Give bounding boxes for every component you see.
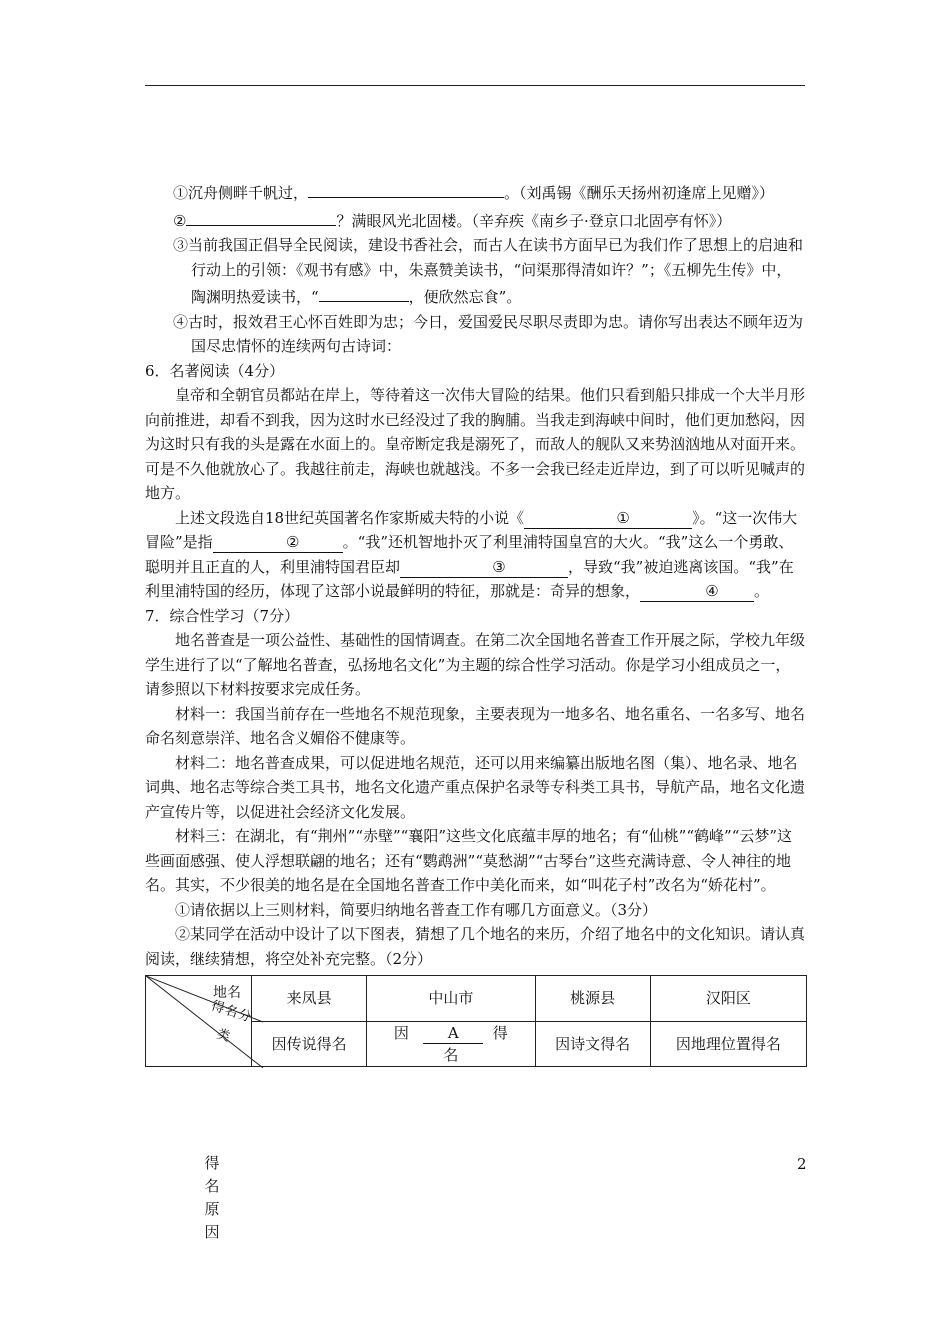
place-cell: 来凤县 [252,976,367,1022]
page-number: 2 [797,1155,807,1173]
answer-blank-2[interactable]: ② [213,533,343,553]
header-reason-vertical: 得名原因 [204,1154,220,1241]
q7-material-1: 材料一：我国当前存在一些地名不规范现象，主要表现为一地多名、地名重名、一名多写、地名命名刻意崇洋、地名含义媚俗不健康等。 [145,704,806,747]
q5-item-4: ④古时，报效君王心怀百姓即为忠；今日，爱国爱民尽职尽责即为忠。请你写出表达不顾年迈为国尽忠情怀的连续两句古诗词： [173,312,804,355]
reason-cell: 因地理位置得名 [650,1021,806,1067]
answer-blank-a[interactable]: A [423,1024,483,1044]
page-content [145,178,805,1067]
place-cell: 桃源县 [535,976,650,1022]
q7-task-2: ②某同学在活动中设计了以下图表，猜想了几个地名的来历，介绍了地名中的文化知识。请认真阅读，继续猜想，将空处补充完整。（2分） [145,925,806,968]
q6-heading: 6．名著阅读（4分） [145,361,285,380]
q7-material-3: 材料三：在湖北，有“荆州”“赤壁”“襄阳”这些文化底蕴丰厚的地名；有“仙桃”“鹤峰”“云梦”这些画面感强、使人浮想联翩的地名；还有“鹦鹉洲”“莫愁湖”“古琴台”这些充满诗意、令人神往的地名。其实，不少很美的地名是在全国地名普查工作中美化而来，如“叫花子村”改名为“娇花村”。 [145,827,793,894]
q5-item-2: ② ？满眼风光北固楼。（辛弃疾《南乡子·登京口北固亭有怀》） [163,206,805,234]
answer-blank-4[interactable]: ④ [640,582,754,602]
table-diagonal-header [146,976,252,1067]
reason-cell: 因诗文得名 [535,1021,650,1067]
q7-intro: 地名普查是一项公益性、基础性的国情调查。在第二次全国地名普查工作开展之际，学校九年级学生进行了以“了解地名普查，弘扬地名文化”为主题的综合性学习活动。你是学习小组成员之一，请参照以下材料按要求完成任务。 [145,631,806,698]
reason-cell: 因传说得名 [252,1021,367,1067]
q7-heading: 7．综合性学习（7分） [145,606,300,625]
answer-blank[interactable] [319,282,409,302]
header-class: 得名分类 [209,998,254,1045]
place-name-table [145,975,807,1067]
q5-item-3: ③当前我国正倡导全民阅读，建设书香社会，而古人在读书方面早已为我们作了思想上的启迪和行动上的引领：《观书有感》中，朱熹赞美读书，“问渠那得清如许？”；《五柳先生传》中，陶渊明热爱读书，“ ，便欣然忘食”。 [173,236,804,306]
q6-passage: 皇帝和全朝官员都站在岸上，等待着这一次伟大冒险的结果。他们只看到船只排成一个大半月形向前推进，却看不到我，因为这时水已经没过了我的胸脯。当我走到海峡中间时，他们更加愁闷，因为这时只有我的头是露在水面上的。皇帝断定我是溺死了，而敌人的舰队又来势汹汹地从对面开来。可是不久他就放心了。我越往前走，海峡也就越浅。不多一会我已经走近岸边，到了可以听见喊声的地方。 [145,386,806,502]
place-cell: 中山市 [367,976,535,1022]
header-place: 地名 [213,985,241,1001]
answer-blank-1[interactable]: ① [524,509,692,529]
q6-questions: 上述文段选自18世纪英国著名作家斯威夫特的小说《 ① 》。“这一次伟大冒险”是指 ② 。“我”还机智地扑灭了利里浦特国皇宫的大火。“我”这么一个勇敢、聪明并且正直的人，利里浦特国君臣却 ③ ，导致“我”被迫逃离该国。“我”在利里浦特国的经历，体现了这部小说最鲜明的特征，那就是：奇异的想象， ④ 。 [145,508,798,600]
header-rule [145,85,805,86]
answer-blank-3[interactable]: ③ [400,558,568,578]
place-cell: 汉阳区 [650,976,806,1022]
answer-blank[interactable] [308,178,504,198]
q7-material-2: 材料二：地名普查成果，可以促进地名规范，还可以用来编纂出版地名图（集）、地名录、地名词典、地名志等综合类工具书，地名文化遗产重点保护名录等专科类工具书，导航产品，地名文化遗产宣传片等，以促进社会经济文化发展。 [145,753,806,821]
q5-item-1: ①沉舟侧畔千帆过， 。（刘禹锡《酬乐天扬州初逢席上见赠》） [163,178,805,206]
reason-cell-a: 因 A 得 名 [367,1021,535,1067]
q7-task-1: ①请依据以上三则材料，简要归纳地名普查工作有哪几方面意义。（3分） [175,900,658,919]
answer-blank[interactable] [186,206,336,226]
